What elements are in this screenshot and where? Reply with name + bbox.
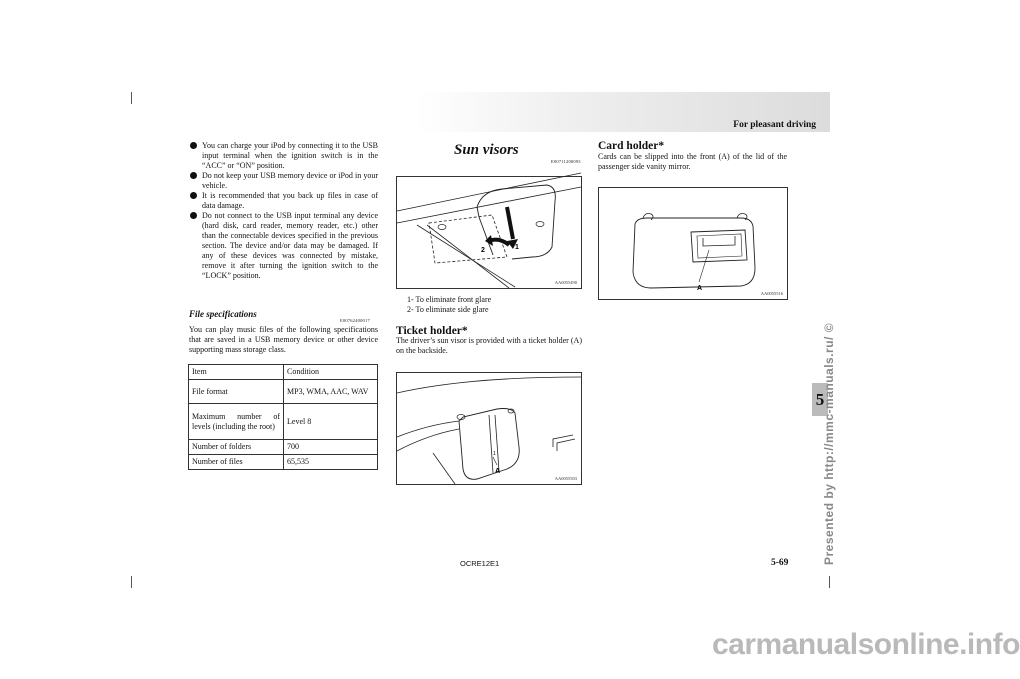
caption-item: 2- To eliminate side glare	[407, 305, 489, 314]
table-row	[189, 404, 378, 440]
file-spec-text: You can play music files of the following specifications that are saved in a USB memory device or other device supporting mass storage class.	[189, 325, 378, 354]
caption-item: 1- To eliminate front glare	[407, 295, 492, 304]
table-header-cell: Condition	[284, 365, 378, 380]
table-cell: MP3, WMA, AAC, WAV	[284, 380, 378, 404]
table-cell: 700	[284, 440, 378, 455]
bullet-list	[189, 141, 378, 281]
sun-visors-title: Sun visors	[454, 142, 519, 158]
ticket-holder-title: Ticket holder*	[396, 325, 468, 337]
footer-code: OCRE12E1	[460, 559, 500, 568]
table-cell: Level 8	[284, 404, 378, 440]
sun-visor-illustration	[397, 177, 581, 288]
bullet-icon	[190, 142, 197, 149]
site-watermark: carmanualsonline.info	[712, 628, 1020, 661]
bullet-icon	[190, 192, 197, 199]
bullet-icon	[190, 172, 197, 179]
file-spec-code: E00762400017	[340, 318, 370, 323]
card-holder-illustration	[599, 188, 787, 299]
page-number: 5-69	[771, 558, 789, 568]
table-cell: Number of folders	[189, 440, 284, 455]
table-cell: Number of files	[189, 455, 284, 470]
figure-label: 1	[493, 451, 496, 457]
table-header-row	[189, 365, 378, 380]
card-holder-title: Card holder*	[598, 140, 665, 152]
sun-visors-code: E00711200093	[551, 159, 581, 164]
crop-mark	[829, 576, 830, 588]
table-row	[189, 455, 378, 470]
list-item: Do not keep your USB memory device or iPod in your vehicle.	[189, 171, 378, 191]
figure-label: A	[495, 468, 501, 475]
bullet-icon	[190, 212, 197, 219]
figure-label: A	[697, 285, 703, 292]
caption-list	[407, 295, 491, 315]
figure-label: 1	[515, 244, 519, 251]
table-header-cell: Item	[189, 365, 284, 380]
table-cell: 65,535	[284, 455, 378, 470]
sun-visor-figure	[396, 176, 582, 289]
side-watermark-text: Presented by http://mmc-manuals.ru/ ©	[822, 322, 836, 565]
list-item: Do not connect to the USB input terminal any device (hard disk, card reader, memory reader, etc.) other than the connectable devices specified in the previous section. The device and/or data may be damaged. If any of these devices was connected by mistake, remove it after turning the ignition switch to the “LOCK” position.	[189, 211, 378, 281]
header-title: For pleasant driving	[733, 120, 816, 130]
figure-label: 2	[481, 247, 485, 254]
crop-mark	[131, 576, 132, 588]
crop-mark	[131, 92, 132, 104]
ticket-holder-figure	[396, 372, 582, 485]
file-spec-table	[188, 364, 378, 470]
figure-code: AA0055516	[760, 291, 783, 296]
list-item: It is recommended that you back up files in case of data damage.	[189, 191, 378, 211]
figure-code: AA0055490	[554, 280, 577, 285]
table-cell: Maximum number of levels (including the root)	[189, 404, 284, 440]
table-row	[189, 380, 378, 404]
table-cell: File format	[189, 380, 284, 404]
card-holder-figure	[598, 187, 788, 300]
table-row	[189, 440, 378, 455]
chapter-number: 5	[815, 390, 825, 409]
ticket-holder-text: The driver’s sun visor is provided with a ticket holder (A) on the backside.	[396, 336, 582, 355]
card-holder-text: Cards can be slipped into the front (A) of the lid of the passenger side vanity mirror.	[598, 152, 787, 171]
ticket-holder-illustration	[397, 373, 581, 484]
file-spec-title: File specifications	[189, 309, 257, 319]
figure-code: AA0055503	[554, 476, 577, 481]
list-item: You can charge your iPod by connecting it to the USB input terminal when the ignition switch is in the “ACC” or “ON” position.	[189, 141, 378, 171]
